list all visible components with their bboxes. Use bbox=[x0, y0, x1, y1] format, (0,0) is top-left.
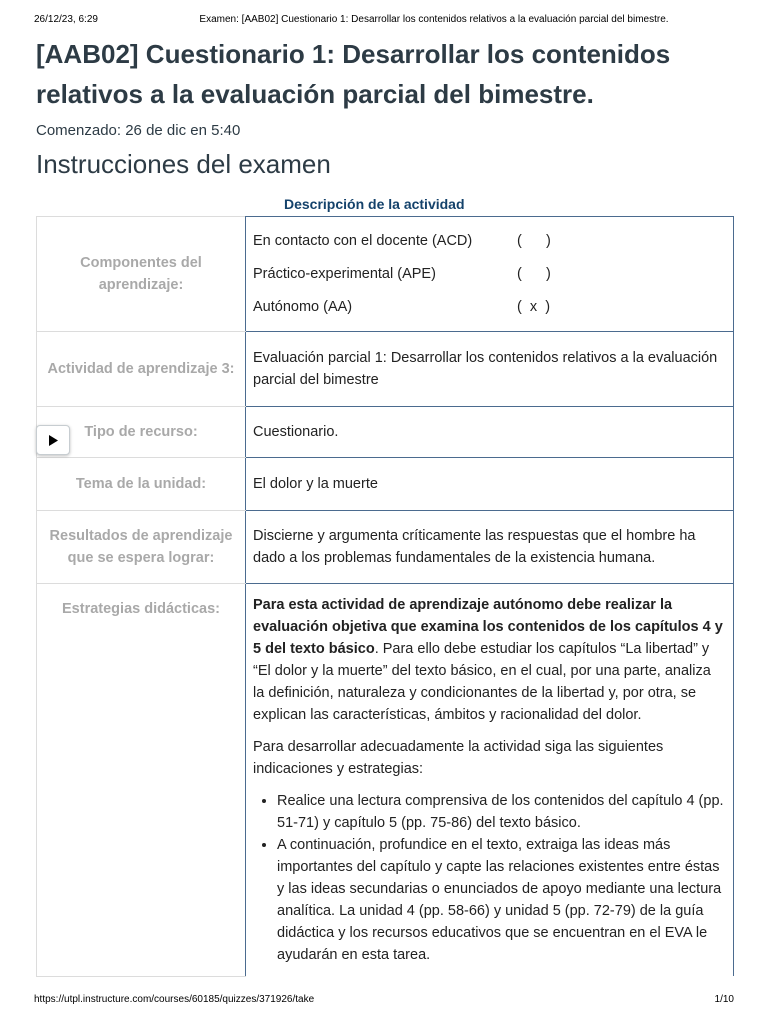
strategies-bold-text: Para esta actividad de aprendizaje autónomo debe realizar la evaluación objetiva que examina los contenidos de los capítulos 4 y 5 del texto básico bbox=[253, 597, 723, 657]
strategies-value bbox=[246, 584, 734, 977]
component-name: En contacto con el docente (ACD) bbox=[253, 233, 473, 249]
table-row bbox=[37, 511, 734, 584]
list-item: • Realice una lectura comprensiva de los contenidos del capítulo 4 (pp. 51-71) y capítulo 5 (pp. 75-86) del texto básico. bbox=[277, 790, 726, 834]
theme-value: El dolor y la muerte bbox=[246, 458, 734, 511]
print-url: https://utpl.instructure.com/courses/60185/quizzes/371926/take bbox=[34, 994, 315, 1005]
strategies-paragraph bbox=[253, 594, 726, 726]
component-item bbox=[253, 225, 726, 258]
table-row bbox=[37, 407, 734, 458]
resource-value: Cuestionario. bbox=[246, 407, 734, 458]
instructions-heading: Instrucciones del examen bbox=[36, 149, 331, 179]
activity-description-heading: Descripción de la actividad bbox=[284, 196, 465, 212]
resource-label-wrap bbox=[44, 421, 238, 443]
quiz-started-time: Comenzado: 26 de dic en 5:40 bbox=[36, 122, 241, 139]
print-date: 26/12/23, 6:29 bbox=[34, 14, 98, 25]
print-page-number: 1/10 bbox=[714, 994, 734, 1005]
table-row bbox=[37, 584, 734, 977]
strategies-intro: Para desarrollar adecuadamente la actividad siga las siguientes indicaciones y estrategias: bbox=[253, 739, 664, 777]
quiz-title: [AAB02] Cuestionario 1: Desarrollar los contenidos relativos a la evaluación parcial del bimestre. bbox=[36, 39, 671, 109]
play-button[interactable] bbox=[36, 425, 70, 455]
strategies-text: . Para ello debe estudiar los capítulos “La libertad” y “El dolor y la muerte” del texto básico, en el cual, por una parte, analiza la definición, naturaleza y condicionantes de la libertad y, por otra, se explican las características, ámbitos y racionalidad del dolor. bbox=[253, 641, 711, 723]
component-item bbox=[253, 258, 726, 291]
print-page-title: Examen: [AAB02] Cuestionario 1: Desarrollar los contenidos relativos a la evaluación parcial del bimestre. bbox=[199, 14, 669, 25]
component-name: Autónomo (AA) bbox=[253, 299, 353, 315]
components-label: Componentes del aprendizaje: bbox=[37, 217, 246, 332]
quiz-content bbox=[36, 34, 734, 977]
component-name: Práctico-experimental (APE) bbox=[253, 266, 436, 282]
activity-table bbox=[36, 216, 734, 977]
results-value: Discierne y argumenta críticamente las respuestas que el hombre ha dado a los problemas fundamentales de la existencia humana. bbox=[246, 511, 734, 584]
component-item bbox=[253, 291, 726, 324]
activity-label: Actividad de aprendizaje 3: bbox=[37, 332, 246, 407]
strategies-list bbox=[253, 790, 726, 966]
table-row bbox=[37, 217, 734, 332]
play-icon bbox=[48, 435, 58, 446]
strategies-label: Estrategias didácticas: bbox=[37, 584, 246, 977]
component-mark: ( ) bbox=[517, 266, 551, 282]
theme-label: Tema de la unidad: bbox=[37, 458, 246, 511]
results-label: Resultados de aprendizaje que se espera lograr: bbox=[37, 511, 246, 584]
resource-label-text: Tipo de recurso: bbox=[84, 424, 198, 440]
table-row bbox=[37, 458, 734, 511]
component-mark: ( x ) bbox=[517, 299, 551, 315]
table-row bbox=[37, 332, 734, 407]
components-value bbox=[246, 217, 734, 332]
print-footer bbox=[34, 994, 734, 1010]
activity-value: Evaluación parcial 1: Desarrollar los contenidos relativos a la evaluación parcial del bimestre bbox=[246, 332, 734, 407]
component-mark: ( ) bbox=[517, 233, 551, 249]
list-item: • A continuación, profundice en el texto, extraiga las ideas más importantes del capítulo y capte las relaciones existentes entre éstas y las ideas secundarias o enunciados de apoyo mediante una lectura analítica. La unidad 4 (pp. 58-66) y unidad 5 (pp. 72-79) de la guía didáctica y los recursos educativos que se encuentran en el EVA le ayudarán en esta tarea. bbox=[277, 834, 726, 966]
print-header bbox=[34, 14, 734, 30]
